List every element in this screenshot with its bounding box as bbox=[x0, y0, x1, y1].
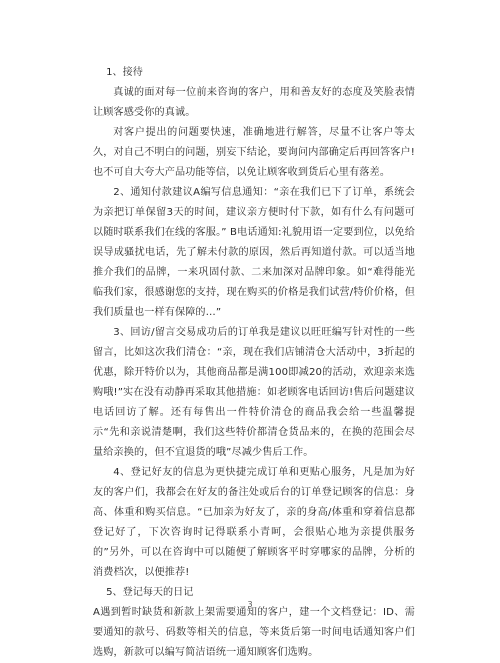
page-number: 3 bbox=[247, 600, 253, 609]
paragraph-payment-notice: 2、通知付款建议A编写信息通知：“亲在我们已下了订单，系统会为亲把订单保留3天的时间，建议亲方便时付下款，如有什么有问题可以随时联系我们在线的客服。” B电话通知:礼貌用语一定要到位，以免给误导成骚扰电话，先了解未付款的原因，然后再知道付款。可以适当地推介我们的品牌，一来巩固付款、二来加深对品牌印象。如“难得能光临我们家，很感谢您的支持，现在购买的价格是我们试营/特价价格，但我们质量也一样有保障的…” bbox=[93, 187, 415, 318]
paragraph-sincerity: 真诚的面对每一位前来咨询的客户，用和善友好的态度及笑脸表情让顾客感受你的真诚。 bbox=[93, 87, 415, 118]
paragraph-register-friends: 4、登记好友的信息为更快捷完成订单和更贴心服务，凡是加为好友的客户们，我都会在好友的备注处或后台的订单登记顾客的信息：身高、体重和购买信息。“已加亲为好友了，亲的身高/体重和穿着信息都登记好了，下次咨询时记得联系小青呵，会很贴心地为亲提供服务的”另外，可以在咨询中可以随便了解顾客平时穿哪家的品牌，分析的消费档次，以便推荐! bbox=[93, 467, 415, 578]
document-body bbox=[93, 63, 415, 663]
paragraph-follow-up: 3、回访/留言交易成功后的订单我是建议以旺旺编写针对性的一些留言，比如这次我们清仓：“亲，现在我们店铺清仓大活动中，3折起的优惠，除开特价以为，其他商品都是满100即减20的活动，欢迎亲来选购哦!”实在没有动静再采取其他措施：如老顾客电话回访!售后问题建议电话回访了解。还有每售出一件特价清仓的商品我会给一些温馨提示“先和亲说清楚啊，我们这些特价都清仓货品来的，在换的范围会尽量给亲换的，但不宜退货的哦”尽减少售后工作。 bbox=[93, 327, 415, 458]
section-heading-daily-log: 5、登记每天的日记 bbox=[106, 587, 194, 598]
paragraph-answer-questions: 对客户提出的问题要快速，准确地进行解答，尽量不让客户等太久，对自己不明白的问题，别妄下结论，要询问内部确定后再回答客户!也不可自大夸大产品功能等信，以免让顾客收到货后心里有落差。 bbox=[93, 127, 415, 178]
section-heading-reception: 1、接待 bbox=[106, 67, 143, 78]
paragraph-daily-log: A遇到暂时缺货和新款上架需要通知的客户，建一个文档登记：ID、需要通知的款号、码数等相关的信息，等来货后第一时间电话通知客户们选购，新款可以编写简洁语统一通知顾客们选购。 bbox=[93, 607, 415, 658]
